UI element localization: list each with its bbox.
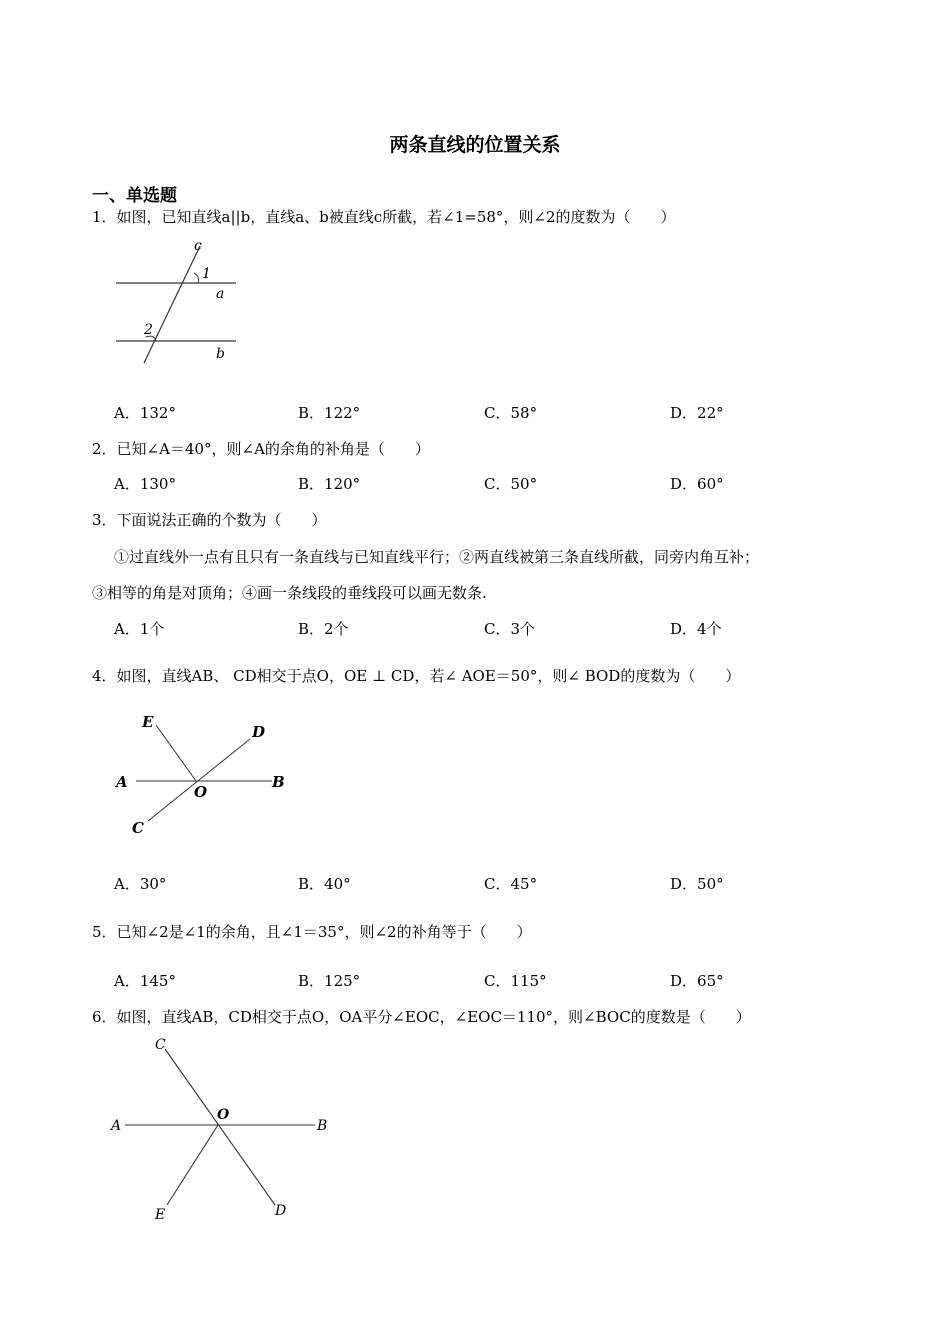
- figure-parallel-lines: [110, 238, 250, 363]
- q4-option-d[interactable]: D．50°: [670, 875, 724, 893]
- question-2-stem: 2．已知∠A＝40°，则∠A的余角的补角是（ ）: [92, 440, 430, 458]
- question-6-stem: 6．如图，直线AB，CD相交于点O，OA平分∠EOC，∠EOC＝110°，则∠BOC的度数是（ ）: [92, 1008, 751, 1026]
- label-a: a: [216, 286, 225, 302]
- q1-option-a[interactable]: A．132°: [114, 404, 176, 422]
- question-4-stem: 4．如图，直线AB、 CD相交于点O，OE ⊥ CD，若∠ AOE＝50°，则∠ BOD的度数为（ ）: [92, 667, 741, 685]
- label-1: 1: [202, 266, 211, 282]
- page-title: 两条直线的位置关系: [389, 134, 561, 156]
- angle-1-arc: [194, 273, 199, 283]
- question-3-statement-line1: ①过直线外一点有且只有一条直线与已知直线平行；②两直线被第三条直线所截，同旁内角互补；: [114, 548, 760, 566]
- label-E: E: [142, 713, 154, 731]
- label-2: 2: [144, 322, 153, 338]
- q2-option-c[interactable]: C．50°: [484, 475, 538, 493]
- figure-perpendicular-lines: [110, 705, 295, 840]
- q3-option-a[interactable]: A．1个: [114, 620, 165, 638]
- line-cd: [148, 739, 250, 821]
- section-heading: 一、单选题: [92, 186, 177, 206]
- label-A: A: [111, 1118, 122, 1134]
- question-3-statement-line2: ③相等的角是对顶角；④画一条线段的垂线段可以画无数条.: [92, 584, 487, 602]
- question-3-stem: 3．下面说法正确的个数为（ ）: [92, 511, 327, 529]
- label-b: b: [216, 346, 225, 362]
- q2-option-d[interactable]: D．60°: [670, 475, 724, 493]
- label-A: A: [116, 773, 128, 791]
- ray-oe: [167, 1125, 218, 1205]
- q5-option-d[interactable]: D．65°: [670, 972, 724, 990]
- ray-oe: [156, 725, 196, 781]
- label-E: E: [155, 1207, 166, 1223]
- q2-option-a[interactable]: A．130°: [114, 475, 176, 493]
- line-c: [144, 246, 200, 363]
- label-O: O: [194, 783, 208, 801]
- q3-option-d[interactable]: D．4个: [670, 620, 722, 638]
- label-O: O: [217, 1107, 230, 1123]
- q4-option-a[interactable]: A．30°: [114, 875, 167, 893]
- question-5-stem: 5．已知∠2是∠1的余角，且∠1＝35°，则∠2的补角等于（ ）: [92, 923, 532, 941]
- q1-option-d[interactable]: D．22°: [670, 404, 724, 422]
- q5-option-a[interactable]: A．145°: [114, 972, 176, 990]
- q5-option-b[interactable]: B．125°: [298, 972, 361, 990]
- q1-option-c[interactable]: C．58°: [484, 404, 538, 422]
- label-D: D: [275, 1203, 287, 1219]
- label-C: C: [132, 819, 144, 837]
- q4-option-b[interactable]: B．40°: [298, 875, 351, 893]
- question-1-stem: 1．如图，已知直线a||b，直线a、b被直线c所截，若∠1=58°，则∠2的度数为（ ）: [92, 208, 676, 226]
- label-B: B: [317, 1118, 328, 1134]
- q2-option-b[interactable]: B．120°: [298, 475, 361, 493]
- q4-option-c[interactable]: C．45°: [484, 875, 538, 893]
- label-B: B: [272, 773, 285, 791]
- figure-bisector-lines: [105, 1035, 340, 1225]
- q1-option-b[interactable]: B．122°: [298, 404, 361, 422]
- label-D: D: [252, 723, 266, 741]
- label-c: c: [194, 238, 202, 254]
- q5-option-c[interactable]: C．115°: [484, 972, 547, 990]
- label-C: C: [155, 1037, 166, 1053]
- q3-option-c[interactable]: C．3个: [484, 620, 536, 638]
- q3-option-b[interactable]: B．2个: [298, 620, 349, 638]
